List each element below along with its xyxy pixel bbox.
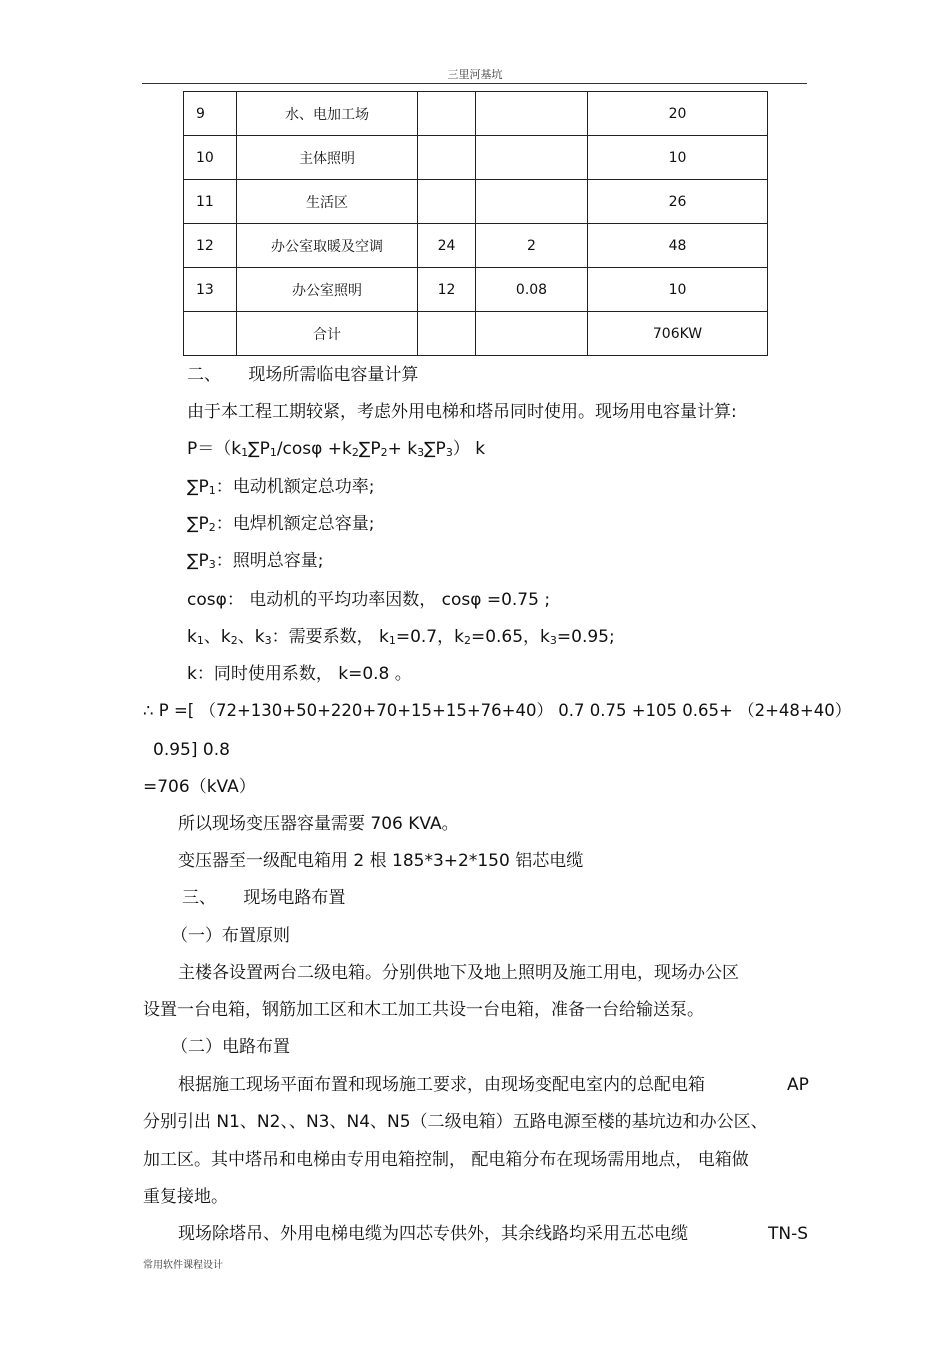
table-cell: 48 — [588, 224, 768, 268]
table-cell — [418, 92, 476, 136]
k-part: ：需要系数， k — [271, 627, 389, 647]
formula-subscript: 3 — [417, 446, 425, 459]
def-subscript: 2 — [208, 521, 216, 534]
layout-paragraph-line-1: 根据施工现场平面布置和现场施工要求，由现场变配电室内的总配电箱 — [178, 1075, 705, 1095]
table-cell: 26 — [588, 180, 768, 224]
table-cell: 706KW — [588, 312, 768, 356]
table-cell — [418, 312, 476, 356]
page-footer: 常用软件课程设计 — [143, 1260, 223, 1271]
formula-subscript: 1 — [269, 446, 277, 459]
table-cell — [184, 312, 237, 356]
table-cell: 20 — [588, 92, 768, 136]
page-header: 三里河基坑 — [447, 68, 503, 81]
layout-paragraph-line-4: 重复接地。 — [143, 1187, 228, 1207]
table-cell: 生活区 — [237, 180, 418, 224]
layout-paragraph-line-1-end: AP — [787, 1075, 809, 1095]
formula-part: P＝（k — [187, 439, 242, 459]
table-row — [184, 180, 768, 224]
formula-line — [187, 438, 485, 464]
table-cell: 13 — [184, 268, 237, 312]
formula-subscript: 1 — [241, 446, 249, 459]
table-row — [184, 268, 768, 312]
table-cell: 2 — [476, 224, 588, 268]
k-part: =0.7，k — [395, 627, 464, 647]
table-cell: 办公室取暖及空调 — [237, 224, 418, 268]
intro-paragraph: 由于本工程工期较紧，考虑外用电梯和塔吊同时使用。现场用电容量计算: — [187, 402, 737, 422]
table-cell: 主体照明 — [237, 136, 418, 180]
table-cell — [476, 312, 588, 356]
formula-subscript: 2 — [351, 446, 359, 459]
cos-definition: cosφ： 电动机的平均功率因数， cosφ =0.75 ; — [187, 590, 551, 610]
power-usage-table — [183, 91, 768, 356]
table-cell: 水、电加工场 — [237, 92, 418, 136]
section-2-heading — [187, 364, 418, 386]
k-subscript: 3 — [549, 634, 557, 647]
table-cell: 合计 — [237, 312, 418, 356]
k-definition — [187, 626, 615, 652]
definition-p3 — [187, 550, 323, 576]
subsection-principle: （一）布置原则 — [171, 926, 290, 946]
table-cell: 10 — [588, 136, 768, 180]
k-subscript: 2 — [230, 634, 238, 647]
principle-paragraph-line-1: 主楼各设置两台二级电箱。分别供地下及地上照明及施工用电，现场办公区 — [178, 963, 739, 983]
k-part: k — [187, 627, 197, 647]
table-cell: 11 — [184, 180, 237, 224]
def-subscript: 1 — [208, 484, 216, 497]
cable-paragraph-line-1-end: TN-S — [768, 1224, 809, 1244]
k-part: 、k — [203, 627, 231, 647]
table-cell: 12 — [418, 268, 476, 312]
k-subscript: 2 — [463, 634, 471, 647]
formula-subscript: 3 — [445, 446, 453, 459]
k-subscript: 1 — [196, 634, 204, 647]
table-total-row — [184, 312, 768, 356]
table-cell: 办公室照明 — [237, 268, 418, 312]
def-symbol: ∑P — [187, 551, 209, 571]
layout-paragraph-line-3: 加工区。其中塔吊和电梯由专用电箱控制， 配电箱分布在现场需用地点， 电箱做 — [143, 1150, 749, 1170]
table-cell: 12 — [184, 224, 237, 268]
formula-part: + k — [387, 439, 418, 459]
section-3-heading — [182, 887, 345, 909]
formula-part: /cosφ +k — [276, 439, 352, 459]
subsection-layout: （二）电路布置 — [171, 1037, 290, 1057]
section-title: 现场所需临电容量计算 — [248, 365, 419, 385]
section-number: 三、 — [182, 888, 216, 908]
table-cell: 0.08 — [476, 268, 588, 312]
k-subscript: 3 — [264, 634, 272, 647]
table-cell — [476, 136, 588, 180]
k-subscript: 1 — [388, 634, 396, 647]
def-symbol: ∑P — [187, 514, 209, 534]
layout-paragraph-line-2: 分别引出 N1、N2、、N3、N4、N5（二级电箱）五路电源至楼的基坑边和办公区、 — [143, 1112, 768, 1132]
definition-p1 — [187, 476, 374, 502]
table-cell — [476, 180, 588, 224]
def-text: ：照明总容量; — [215, 551, 324, 571]
table-row — [184, 92, 768, 136]
k-simultaneous: k：同时使用系数， k=0.8 。 — [187, 664, 412, 684]
k-part: =0.65，k — [470, 627, 550, 647]
section-number: 二、 — [187, 365, 221, 385]
calculation-line-2: 0.95] 0.8 — [153, 740, 230, 760]
header-rule — [142, 83, 807, 84]
formula-part: ∑P — [358, 439, 381, 459]
cable-paragraph-line-1: 现场除塔吊、外用电梯电缆为四芯专供外，其余线路均采用五芯电缆 — [178, 1224, 688, 1244]
definition-p2 — [187, 513, 374, 539]
table-cell — [418, 180, 476, 224]
k-part: =0.95; — [556, 627, 615, 647]
formula-part: ∑P — [248, 439, 270, 459]
table-cell — [476, 92, 588, 136]
table-cell: 9 — [184, 92, 237, 136]
def-symbol: ∑P — [187, 477, 209, 497]
formula-subscript: 2 — [380, 446, 388, 459]
def-text: ：电焊机额定总容量; — [215, 514, 375, 534]
calculation-result: =706（kVA） — [143, 777, 256, 797]
table-cell: 10 — [588, 268, 768, 312]
def-text: ：电动机额定总功率; — [215, 477, 375, 497]
cable-spec: 变压器至一级配电箱用 2 根 185*3+2*150 铝芯电缆 — [178, 851, 584, 871]
principle-paragraph-line-2: 设置一台电箱，钢筋加工区和木工加工共设一台电箱，准备一台给输送泵。 — [143, 1000, 704, 1020]
table-row — [184, 224, 768, 268]
table-cell — [418, 136, 476, 180]
formula-part: ∑P — [424, 439, 446, 459]
table-cell: 10 — [184, 136, 237, 180]
calculation-line-1: ∴ P =[ （72+130+50+220+70+15+15+76+40） 0.7 0.75 +105 0.65+ （2+48+40） — [143, 701, 852, 720]
formula-part: ） k — [452, 439, 486, 459]
def-subscript: 3 — [208, 558, 216, 571]
table-cell: 24 — [418, 224, 476, 268]
table-row — [184, 136, 768, 180]
section-title: 现场电路布置 — [243, 888, 346, 908]
k-part: 、k — [237, 627, 265, 647]
transformer-capacity: 所以现场变压器容量需要 706 KVA。 — [178, 814, 459, 834]
